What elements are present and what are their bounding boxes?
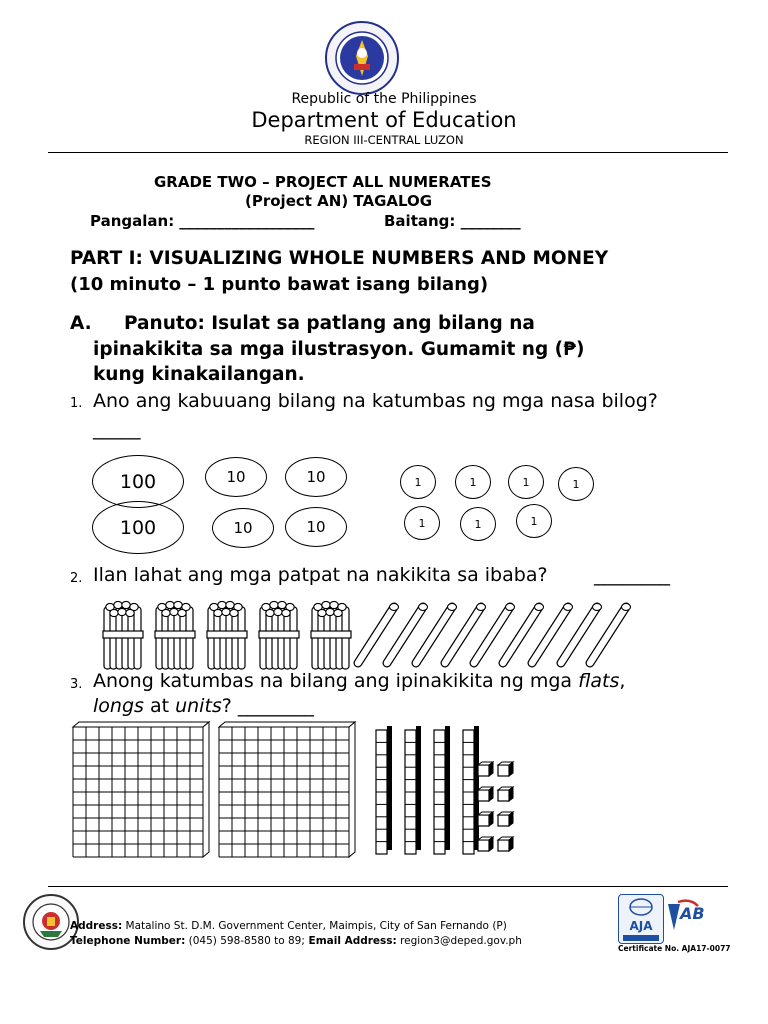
ten-value: 10 [233,519,253,537]
instruction-line-1: Panuto: Isulat sa patlang ang bilang na [124,313,535,334]
q3-answer-blank[interactable]: ________ [237,695,314,717]
region-name: REGION III-CENTRAL LUZON [304,133,464,147]
q1-text: Ano ang kabuuang bilang na katumbas ng mga nasa bilog? [93,390,658,412]
stick-bundle [207,601,247,669]
unit-cube [478,837,493,851]
globe-icon [619,895,663,917]
instruction-line-3: kung kinakailangan. [93,364,305,385]
worksheet-subtitle: (Project AN) TAGALOG [245,192,433,210]
q3-units: units [175,695,222,717]
q3-at: at [143,695,176,717]
address-label: Address: [70,920,123,932]
sticks-illustration [100,597,660,677]
stick-bundle [103,601,143,669]
phone-label: Telephone Number: [70,935,186,947]
unit-cube [498,762,513,776]
certificate-number: Certificate No. AJA17-0077 [618,944,731,953]
one-circle [400,465,436,499]
q1-number: 1. [70,396,83,411]
one-value: 1 [530,514,538,528]
one-circle [460,507,496,541]
one-value: 1 [414,475,422,489]
unit-cube [498,837,513,851]
unit-cube [498,812,513,826]
flat-block [73,722,209,857]
unit-cube [498,787,513,801]
long-block [434,726,450,854]
unit-cube [478,812,493,826]
section-letter: A. [70,313,92,334]
email-label: Email Address: [304,935,397,947]
one-value: 1 [418,516,426,530]
one-value: 1 [522,475,530,489]
one-circle [455,465,491,499]
hundred-circle [92,501,184,554]
unit-cube [478,762,493,776]
phone-value: (045) 598-8580 to 89; [185,935,305,947]
q3-longs: longs [93,695,144,717]
long-block [463,726,479,854]
q1-answer-blank[interactable]: _____ [93,418,141,440]
q3-qmark: ? [221,695,238,717]
header-divider [48,152,728,153]
ten-circle [285,507,347,547]
long-block [376,726,392,854]
stick-bundle [259,601,299,669]
email-value[interactable]: region3@deped.gov.ph [396,935,522,947]
contact-line [70,935,522,947]
department-name: Department of Education [251,108,517,132]
q2-text: Ilan lahat ang mga patpat na nakikita sa ibaba? [93,564,548,586]
flat-block [219,722,355,857]
deped-seal [324,20,400,96]
instruction-line-2: ipinakikita sa mga ilustrasyon. Gumamit ng (₱) [93,339,585,360]
name-field[interactable]: Pangalan: __________________ [90,212,315,230]
q3-number: 3. [70,677,83,692]
ten-value: 10 [226,468,246,486]
part-heading: PART I: VISUALIZING WHOLE NUMBERS AND MONEY [70,248,609,269]
aja-logo [618,894,664,944]
grade-field[interactable]: Baitang: ________ [384,212,521,230]
aja-logo-text: AJA [629,919,653,933]
one-circle [516,504,552,538]
q3-text-main: Anong katumbas na bilang ang ipinakikita ng mga [93,670,579,692]
address-value: Matalino St. D.M. Government Center, Maimpis, City of San Fernando (P) [122,920,507,932]
address-line [70,920,507,932]
jab-logo [664,896,704,940]
unit-cube [478,787,493,801]
stick-bundle [311,601,351,669]
one-value: 1 [469,475,477,489]
q3-flats: flats [578,670,620,692]
jab-logo-text: AB [680,904,705,923]
base-ten-blocks [70,722,530,862]
one-circle [508,465,544,499]
one-value: 1 [474,517,482,531]
q3-text [93,670,625,692]
q2-number: 2. [70,571,83,586]
long-block [405,726,421,854]
one-circle [404,506,440,540]
part-subheading: (10 minuto – 1 punto bawat isang bilang) [70,274,489,295]
ten-value: 10 [306,468,326,486]
one-value: 1 [572,477,580,491]
worksheet-title: GRADE TWO – PROJECT ALL NUMERATES [154,173,492,191]
stick-bundle [155,601,195,669]
hundred-value: 100 [119,470,157,493]
q2-answer-blank[interactable]: ________ [594,564,670,586]
seal-icon [324,20,400,96]
q3-comma: , [619,670,626,692]
ten-value: 10 [306,518,326,536]
ten-circle [212,508,274,548]
q3-text-line2 [93,695,314,717]
one-circle [558,467,594,501]
country-name: Republic of the Philippines [291,91,477,107]
aja-logo-band [623,935,659,941]
footer-divider [48,886,728,887]
ten-circle [205,457,267,497]
hundred-value: 100 [119,516,157,539]
ten-circle [285,457,347,497]
